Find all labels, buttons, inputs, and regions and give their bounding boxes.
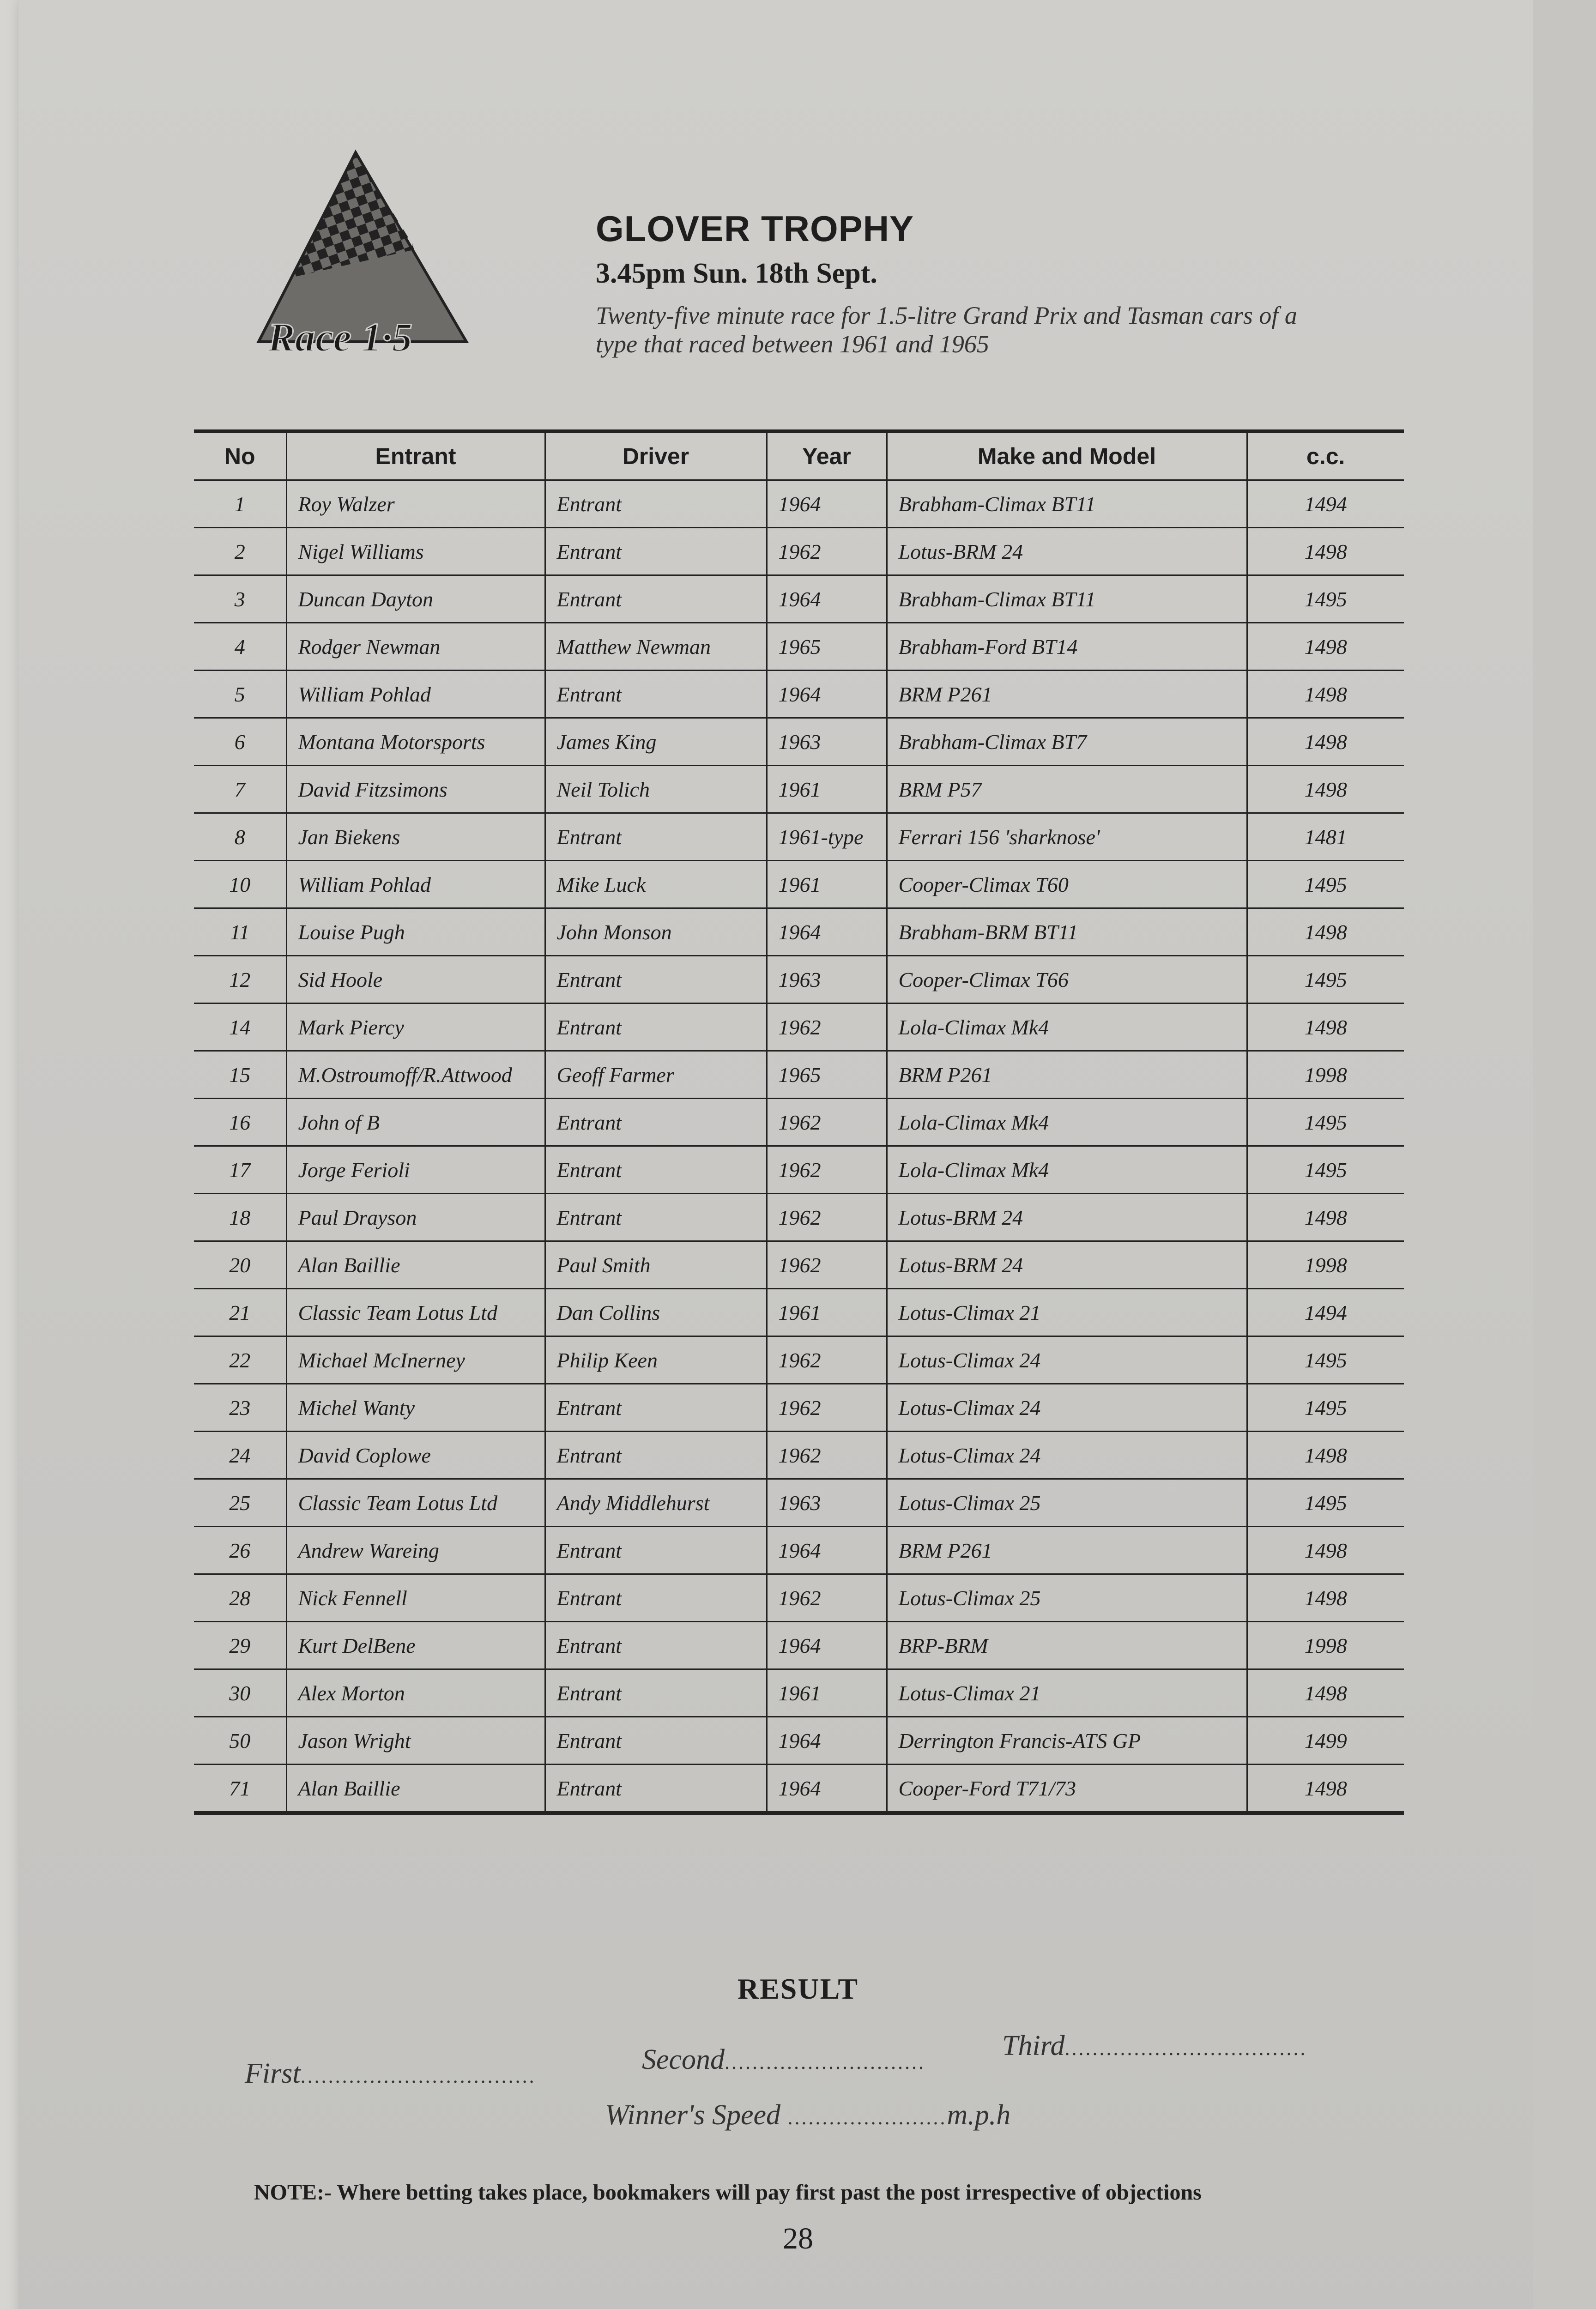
betting-note: NOTE:- Where betting takes place, bookmakers will pay first past the post irrespective of objections (254, 2180, 1202, 2205)
entry-rows (194, 480, 1404, 1813)
table-row (194, 1669, 1404, 1717)
driver-cell: Andy Middlehurst (545, 1479, 767, 1527)
entrant-cell: Rodger Newman (286, 623, 545, 671)
driver-cell: Entrant (545, 1194, 767, 1241)
third-place-field: Third................................... (1002, 2030, 1307, 2061)
cc-cell: 1495 (1247, 575, 1404, 623)
cc-cell: 1498 (1247, 623, 1404, 671)
cc-cell: 1498 (1247, 1574, 1404, 1622)
entrant-cell: William Pohlad (286, 671, 545, 718)
year-cell: 1962 (767, 1241, 887, 1289)
make-model-cell: Lola-Climax Mk4 (887, 1003, 1247, 1051)
driver-cell: Neil Tolich (545, 766, 767, 813)
make-model-cell: BRP-BRM (887, 1622, 1247, 1669)
entry-number: 2 (194, 528, 286, 575)
driver-cell: Matthew Newman (545, 623, 767, 671)
column-header: Year (767, 431, 887, 480)
cc-cell: 1998 (1247, 1622, 1404, 1669)
make-model-cell: Lotus-BRM 24 (887, 528, 1247, 575)
driver-cell: Philip Keen (545, 1336, 767, 1384)
year-cell: 1962 (767, 1146, 887, 1194)
driver-cell: Entrant (545, 1527, 767, 1574)
column-header: Driver (545, 431, 767, 480)
year-cell: 1963 (767, 1479, 887, 1527)
entrant-cell: Kurt DelBene (286, 1622, 545, 1669)
cc-cell: 1494 (1247, 1289, 1404, 1336)
entrant-cell: Louise Pugh (286, 908, 545, 956)
driver-cell: Entrant (545, 671, 767, 718)
make-model-cell: Brabham-BRM BT11 (887, 908, 1247, 956)
table-row (194, 1574, 1404, 1622)
entry-number: 18 (194, 1194, 286, 1241)
entry-number: 28 (194, 1574, 286, 1622)
make-model-cell: Brabham-Climax BT11 (887, 480, 1247, 528)
driver-cell: Entrant (545, 575, 767, 623)
driver-cell: James King (545, 718, 767, 766)
table-row (194, 1051, 1404, 1099)
make-model-cell: BRM P57 (887, 766, 1247, 813)
make-model-cell: Brabham-Ford BT14 (887, 623, 1247, 671)
cc-cell: 1495 (1247, 861, 1404, 908)
entrant-cell: Michael McInerney (286, 1336, 545, 1384)
cc-cell: 1494 (1247, 480, 1404, 528)
entrant-cell: John of B (286, 1099, 545, 1146)
cc-cell: 1498 (1247, 1669, 1404, 1717)
column-header: No (194, 431, 286, 480)
race-description: Twenty-five minute race for 1.5-litre Grand Prix and Tasman cars of a type that raced between 1961 and 1965 (596, 302, 1297, 358)
driver-cell: Entrant (545, 1669, 767, 1717)
table-row (194, 1384, 1404, 1432)
make-model-cell: Lotus-Climax 24 (887, 1336, 1247, 1384)
entry-number: 30 (194, 1669, 286, 1717)
cc-cell: 1498 (1247, 766, 1404, 813)
entrant-cell: Jason Wright (286, 1717, 545, 1765)
cc-cell: 1481 (1247, 813, 1404, 861)
cc-cell: 1498 (1247, 1003, 1404, 1051)
table-header-row (194, 431, 1404, 480)
year-cell: 1962 (767, 1432, 887, 1479)
cc-cell: 1498 (1247, 528, 1404, 575)
table-row (194, 528, 1404, 575)
table-row (194, 1432, 1404, 1479)
entrant-cell: David Fitzsimons (286, 766, 545, 813)
year-cell: 1961 (767, 766, 887, 813)
make-model-cell: Derrington Francis-ATS GP (887, 1717, 1247, 1765)
cc-cell: 1498 (1247, 908, 1404, 956)
make-model-cell: BRM P261 (887, 671, 1247, 718)
entrant-cell: William Pohlad (286, 861, 545, 908)
entry-number: 15 (194, 1051, 286, 1099)
entry-number: 50 (194, 1717, 286, 1765)
year-cell: 1964 (767, 1765, 887, 1813)
entry-number: 10 (194, 861, 286, 908)
make-model-cell: Lola-Climax Mk4 (887, 1099, 1247, 1146)
driver-cell: Entrant (545, 1574, 767, 1622)
make-model-cell: Lotus-Climax 21 (887, 1669, 1247, 1717)
entry-number: 16 (194, 1099, 286, 1146)
second-place-field: Second............................. (642, 2044, 926, 2075)
entry-number: 17 (194, 1146, 286, 1194)
cc-cell: 1498 (1247, 1527, 1404, 1574)
table-row (194, 956, 1404, 1003)
entrant-cell: Alan Baillie (286, 1241, 545, 1289)
cc-cell: 1998 (1247, 1051, 1404, 1099)
year-cell: 1965 (767, 1051, 887, 1099)
make-model-cell: Lotus-Climax 24 (887, 1384, 1247, 1432)
make-model-cell: BRM P261 (887, 1527, 1247, 1574)
cc-cell: 1498 (1247, 1765, 1404, 1813)
driver-cell: Entrant (545, 528, 767, 575)
race-title: GLOVER TROPHY (596, 208, 914, 249)
entry-number: 1 (194, 480, 286, 528)
third-label: Third (1002, 2030, 1065, 2061)
speed-unit: m.p.h (947, 2099, 1011, 2131)
make-model-cell: Lotus-Climax 21 (887, 1289, 1247, 1336)
entry-number: 6 (194, 718, 286, 766)
entrant-cell: Andrew Wareing (286, 1527, 545, 1574)
driver-cell: Entrant (545, 1384, 767, 1432)
entrant-cell: Classic Team Lotus Ltd (286, 1289, 545, 1336)
driver-cell: Entrant (545, 1003, 767, 1051)
year-cell: 1962 (767, 528, 887, 575)
race-header (596, 208, 1335, 358)
driver-cell: Entrant (545, 1622, 767, 1669)
table-row (194, 1765, 1404, 1813)
make-model-cell: Ferrari 156 'sharknose' (887, 813, 1247, 861)
cc-cell: 1495 (1247, 1336, 1404, 1384)
cc-cell: 1495 (1247, 1384, 1404, 1432)
entrant-cell: Nigel Williams (286, 528, 545, 575)
entrant-cell: Jan Biekens (286, 813, 545, 861)
year-cell: 1963 (767, 718, 887, 766)
entry-number: 3 (194, 575, 286, 623)
table-row (194, 1622, 1404, 1669)
year-cell: 1965 (767, 623, 887, 671)
entrant-cell: Michel Wanty (286, 1384, 545, 1432)
svg-text:Race 1·5: Race 1·5 (268, 315, 412, 360)
table-row (194, 480, 1404, 528)
make-model-cell: Lotus-Climax 25 (887, 1479, 1247, 1527)
driver-cell: Entrant (545, 1099, 767, 1146)
table-row (194, 623, 1404, 671)
cc-cell: 1495 (1247, 956, 1404, 1003)
table-row (194, 671, 1404, 718)
driver-cell: Geoff Farmer (545, 1051, 767, 1099)
table-row (194, 1479, 1404, 1527)
table-row (194, 1336, 1404, 1384)
race-time: 3.45pm Sun. 18th Sept. (596, 258, 877, 289)
column-header: Entrant (286, 431, 545, 480)
page-number: 28 (783, 2222, 813, 2255)
make-model-cell: Lola-Climax Mk4 (887, 1146, 1247, 1194)
first-place-field: First.................................. (245, 2058, 536, 2089)
entry-number: 24 (194, 1432, 286, 1479)
entry-number: 12 (194, 956, 286, 1003)
make-model-cell: Lotus-Climax 24 (887, 1432, 1247, 1479)
make-model-cell: Brabham-Climax BT7 (887, 718, 1247, 766)
entrant-cell: Sid Hoole (286, 956, 545, 1003)
year-cell: 1962 (767, 1003, 887, 1051)
cc-cell: 1498 (1247, 671, 1404, 718)
table-row (194, 1099, 1404, 1146)
make-model-cell: Cooper-Ford T71/73 (887, 1765, 1247, 1813)
table-row (194, 718, 1404, 766)
make-model-cell: Lotus-Climax 25 (887, 1574, 1247, 1622)
entry-number: 22 (194, 1336, 286, 1384)
driver-cell: Entrant (545, 813, 767, 861)
entrant-cell: Alan Baillie (286, 1765, 545, 1813)
cc-cell: 1495 (1247, 1479, 1404, 1527)
year-cell: 1962 (767, 1099, 887, 1146)
driver-cell: Entrant (545, 956, 767, 1003)
cc-cell: 1498 (1247, 718, 1404, 766)
table-row (194, 1241, 1404, 1289)
table-row (194, 1146, 1404, 1194)
column-header: Make and Model (887, 431, 1247, 480)
make-model-cell: Cooper-Climax T66 (887, 956, 1247, 1003)
entrant-cell: Roy Walzer (286, 480, 545, 528)
entrant-cell: Classic Team Lotus Ltd (286, 1479, 545, 1527)
entry-number: 26 (194, 1527, 286, 1574)
cc-cell: 1499 (1247, 1717, 1404, 1765)
winners-speed-field: Winner's Speed .......................m.p.h (605, 2099, 1011, 2131)
table-row (194, 908, 1404, 956)
table-row (194, 1527, 1404, 1574)
driver-cell: Entrant (545, 1432, 767, 1479)
driver-cell: Entrant (545, 480, 767, 528)
year-cell: 1964 (767, 908, 887, 956)
entry-number: 71 (194, 1765, 286, 1813)
driver-cell: Entrant (545, 1765, 767, 1813)
entrant-cell: Jorge Ferioli (286, 1146, 545, 1194)
entry-number: 23 (194, 1384, 286, 1432)
entrant-cell: David Coplowe (286, 1432, 545, 1479)
driver-cell: Paul Smith (545, 1241, 767, 1289)
entrant-cell: M.Ostroumoff/R.Attwood (286, 1051, 545, 1099)
cc-cell: 1495 (1247, 1099, 1404, 1146)
table-row (194, 1003, 1404, 1051)
column-header: c.c. (1247, 431, 1404, 480)
year-cell: 1963 (767, 956, 887, 1003)
entrant-cell: Paul Drayson (286, 1194, 545, 1241)
year-cell: 1961 (767, 861, 887, 908)
entrant-cell: Nick Fennell (286, 1574, 545, 1622)
table-row (194, 813, 1404, 861)
second-label: Second (642, 2044, 725, 2075)
driver-cell: Dan Collins (545, 1289, 767, 1336)
result-heading: RESULT (737, 1972, 859, 2005)
entry-number: 21 (194, 1289, 286, 1336)
winners-speed-label: Winner's Speed (605, 2099, 781, 2131)
table-row (194, 861, 1404, 908)
entrant-cell: Mark Piercy (286, 1003, 545, 1051)
year-cell: 1961 (767, 1289, 887, 1336)
year-cell: 1962 (767, 1194, 887, 1241)
entrant-cell: Alex Morton (286, 1669, 545, 1717)
entry-number: 14 (194, 1003, 286, 1051)
year-cell: 1964 (767, 1527, 887, 1574)
entry-list-table (194, 429, 1404, 1815)
cc-cell: 1998 (1247, 1241, 1404, 1289)
entry-number: 4 (194, 623, 286, 671)
race-1-5-logo (249, 148, 490, 365)
table-row (194, 1717, 1404, 1765)
first-label: First (245, 2058, 301, 2089)
year-cell: 1961-type (767, 813, 887, 861)
entry-number: 25 (194, 1479, 286, 1527)
year-cell: 1964 (767, 480, 887, 528)
table-row (194, 1194, 1404, 1241)
year-cell: 1964 (767, 671, 887, 718)
make-model-cell: Lotus-BRM 24 (887, 1241, 1247, 1289)
entry-number: 20 (194, 1241, 286, 1289)
year-cell: 1964 (767, 1622, 887, 1669)
entry-number: 5 (194, 671, 286, 718)
year-cell: 1962 (767, 1336, 887, 1384)
cc-cell: 1498 (1247, 1432, 1404, 1479)
table-row (194, 575, 1404, 623)
year-cell: 1962 (767, 1574, 887, 1622)
driver-cell: Mike Luck (545, 861, 767, 908)
entry-number: 11 (194, 908, 286, 956)
page-edge (1533, 0, 1596, 2309)
make-model-cell: BRM P261 (887, 1051, 1247, 1099)
make-model-cell: Brabham-Climax BT11 (887, 575, 1247, 623)
table-row (194, 1289, 1404, 1336)
table-row (194, 766, 1404, 813)
driver-cell: John Monson (545, 908, 767, 956)
make-model-cell: Lotus-BRM 24 (887, 1194, 1247, 1241)
entrant-cell: Montana Motorsports (286, 718, 545, 766)
cc-cell: 1498 (1247, 1194, 1404, 1241)
entrant-cell: Duncan Dayton (286, 575, 545, 623)
year-cell: 1962 (767, 1384, 887, 1432)
year-cell: 1961 (767, 1669, 887, 1717)
driver-cell: Entrant (545, 1717, 767, 1765)
driver-cell: Entrant (545, 1146, 767, 1194)
make-model-cell: Cooper-Climax T60 (887, 861, 1247, 908)
entry-number: 29 (194, 1622, 286, 1669)
entry-number: 7 (194, 766, 286, 813)
entry-number: 8 (194, 813, 286, 861)
cc-cell: 1495 (1247, 1146, 1404, 1194)
year-cell: 1964 (767, 1717, 887, 1765)
year-cell: 1964 (767, 575, 887, 623)
